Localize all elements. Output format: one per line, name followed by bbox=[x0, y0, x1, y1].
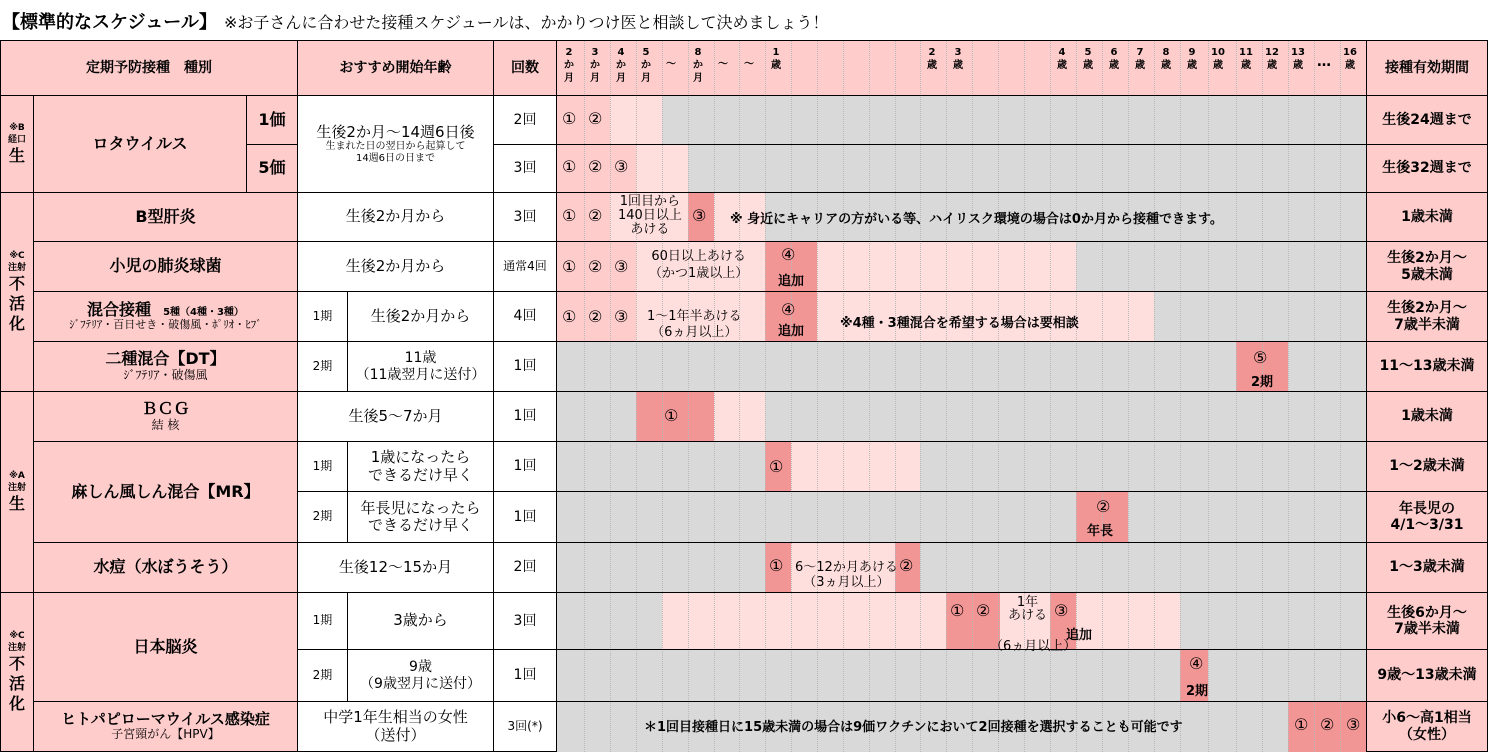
dose-mark: ② bbox=[588, 109, 603, 128]
dose-mark: ④ bbox=[781, 245, 796, 264]
dose-mark: ④ bbox=[781, 300, 796, 319]
vaccine-name: 二種混合【DT】 bbox=[105, 349, 226, 369]
vaccine-je bbox=[34, 593, 298, 702]
dose-mark: ① bbox=[562, 206, 577, 225]
combo-booster: 追加 bbox=[778, 324, 805, 339]
mr-period-2: 2期 bbox=[298, 492, 348, 543]
age-label: 4 か 月 bbox=[616, 47, 626, 84]
dose-mark: ② bbox=[899, 556, 914, 575]
validity-cell: 生後24週まで bbox=[1366, 96, 1488, 145]
header-age: おすすめ開始年齢 bbox=[298, 40, 494, 96]
je-booster: 追加 bbox=[1066, 628, 1093, 643]
group-name: 生 bbox=[8, 494, 25, 513]
vaccine-mr bbox=[34, 442, 298, 543]
dose-mark: ① bbox=[950, 601, 965, 620]
hepb-gap-note: 1回目から 140日以上 あける bbox=[618, 194, 682, 237]
validity-cell: 1歳未満 bbox=[1366, 193, 1488, 242]
vaccine-detail: 結 核 bbox=[151, 417, 180, 432]
dt-period: 2期 bbox=[298, 342, 348, 392]
age-label: 11 歳 bbox=[1239, 47, 1253, 71]
validity-cell: 1歳未満 bbox=[1366, 392, 1488, 442]
doses-cell: 通常4回 bbox=[494, 242, 557, 292]
dose-mark: ① bbox=[562, 257, 577, 276]
age-label: 9 歳 bbox=[1187, 47, 1197, 71]
varicella-age: 生後12～15か月 bbox=[298, 543, 494, 593]
age-note: 生まれた日の翌日から起算して 14週6日の日まで bbox=[325, 141, 466, 164]
dose-mark: ③ bbox=[692, 206, 707, 225]
rota-1-valent: 1価 bbox=[247, 96, 298, 145]
vaccine-dt bbox=[34, 342, 298, 392]
dose-mark: ② bbox=[1320, 715, 1335, 734]
mr-period-1: 1期 bbox=[298, 442, 348, 492]
dose-mark: ④ bbox=[1189, 654, 1204, 673]
mr-age-1: 1歳になったら できるだけ早く bbox=[348, 442, 494, 492]
age-label: 16 歳 bbox=[1343, 47, 1357, 71]
je-period-2: 2期 bbox=[298, 650, 348, 702]
validity-cell: 生後2か月～ 5歳未満 bbox=[1366, 242, 1488, 292]
vaccine-name: 小児の肺炎球菌 bbox=[109, 256, 222, 276]
validity-cell: 1～3歳未満 bbox=[1366, 543, 1488, 593]
dose-mark: ① bbox=[1294, 715, 1309, 734]
validity-cell: 11～13歳未満 bbox=[1366, 342, 1488, 392]
vaccine-varicella bbox=[34, 543, 298, 593]
vaccine-name: 混合接種 bbox=[87, 299, 152, 319]
vaccine-rota bbox=[34, 96, 247, 193]
dose-mark: ① bbox=[562, 307, 577, 326]
age-label: ～ bbox=[666, 59, 676, 70]
hepb-age: 生後2か月から bbox=[298, 193, 494, 242]
combo-period: 1期 bbox=[298, 292, 348, 342]
doses-cell: 2回 bbox=[494, 96, 557, 145]
age-label: 12 歳 bbox=[1265, 47, 1279, 71]
group-injection-inactivated bbox=[0, 193, 34, 392]
dt-mark: 2期 bbox=[1251, 375, 1274, 390]
validity-cell: 生後32週まで bbox=[1366, 145, 1488, 193]
vaccine-name: ＢＣＧ bbox=[141, 399, 190, 419]
mr-age-2: 年長児になったら できるだけ早く bbox=[348, 492, 494, 543]
dose-mark: ① bbox=[769, 457, 784, 476]
vaccine-name: 日本脳炎 bbox=[133, 636, 198, 656]
group-tag: ※C 注射 bbox=[7, 251, 26, 273]
doses-cell: 3回(*) bbox=[494, 702, 557, 752]
dose-mark: ① bbox=[562, 157, 577, 176]
doses-cell: 1回 bbox=[494, 650, 557, 702]
header-validity: 接種有効期間 bbox=[1366, 40, 1488, 96]
vaccine-name: ヒトパピローマウイルス感染症 bbox=[61, 709, 270, 728]
vaccine-hpv bbox=[34, 702, 298, 752]
je-period-1: 1期 bbox=[298, 593, 348, 650]
group-oral-live bbox=[0, 96, 34, 193]
pcv-booster: 追加 bbox=[778, 274, 805, 289]
age-label: 7 歳 bbox=[1135, 47, 1145, 71]
doses-cell: 1回 bbox=[494, 342, 557, 392]
dose-mark: ① bbox=[562, 109, 577, 128]
age-label: 3 歳 bbox=[953, 47, 963, 71]
doses-cell: 1回 bbox=[494, 392, 557, 442]
age-label: 10 歳 bbox=[1211, 47, 1225, 71]
doses-cell: 2回 bbox=[494, 543, 557, 593]
dt-age: 11歳 （11歳翌月に送付） bbox=[348, 342, 494, 392]
vaccine-pcv bbox=[34, 242, 298, 292]
vaccine-detail: ｼﾞﾌﾃﾘｱ・百日せき・破傷風・ﾎﾟﾘｵ・ﾋﾌﾞ bbox=[69, 318, 262, 332]
vaccine-detail: ｼﾞﾌﾃﾘｱ・破傷風 bbox=[123, 367, 208, 382]
dose-mark: ③ bbox=[614, 257, 629, 276]
vaccine-name: 麻しん風しん混合【MR】 bbox=[71, 481, 260, 501]
dose-mark: ② bbox=[588, 257, 603, 276]
age-label: 5 か 月 bbox=[641, 47, 651, 84]
validity-cell: 9歳～13歳未満 bbox=[1366, 650, 1488, 702]
hepb-note: ※ 身近にキャリアの方がいる等、ハイリスク環境の場合は0か月から接種できます。 bbox=[730, 212, 1223, 227]
group-name: 生 bbox=[8, 146, 25, 165]
validity-cell: 生後6か月～ 7歳半未満 bbox=[1366, 593, 1488, 650]
vaccine-name: ロタウイルス bbox=[92, 133, 188, 153]
age-label: 13 歳 bbox=[1291, 47, 1305, 71]
group-injection-inactivated-2 bbox=[0, 593, 34, 752]
dose-mark: ③ bbox=[1346, 715, 1361, 734]
validity-cell: 小6～高1相当 （女性） bbox=[1366, 702, 1488, 752]
age-label: … bbox=[1317, 54, 1331, 70]
validity-cell: 年長児の 4/1～3/31 bbox=[1366, 492, 1488, 543]
age-label: 8 か 月 bbox=[693, 47, 703, 84]
vaccine-bcg bbox=[34, 392, 298, 442]
bcg-age: 生後5～7か月 bbox=[298, 392, 494, 442]
page-note: ※お子さんに合わせた接種スケジュールは、かかりつけ医と相談して決めましょう！ bbox=[224, 13, 829, 32]
je-age-1: 3歳から bbox=[348, 593, 494, 650]
je-age-2: 9歳 （9歳翌月に送付） bbox=[348, 650, 494, 702]
age-label: 3 か 月 bbox=[590, 47, 600, 84]
vaccine-subtitle: 5種（4種・3種） bbox=[163, 306, 244, 318]
dose-mark: ② bbox=[588, 157, 603, 176]
schedule-frame bbox=[557, 40, 1366, 752]
combo-gap-note: 1～1年半あける （6ヵ月以上） bbox=[647, 309, 742, 340]
vaccine-combo bbox=[34, 292, 298, 342]
je-gap-note-2: （6ヵ月以上） bbox=[990, 639, 1077, 654]
dose-mark: ② bbox=[588, 307, 603, 326]
age-label: ～ bbox=[744, 59, 754, 70]
age-label: 4 歳 bbox=[1057, 47, 1067, 71]
dose-mark: ③ bbox=[1054, 601, 1069, 620]
combo-age: 生後2か月から bbox=[348, 292, 494, 342]
vaccine-detail: 子宮頸がん【HPV】 bbox=[111, 727, 220, 742]
age-label: 8 歳 bbox=[1161, 47, 1171, 71]
dose-mark: ② bbox=[588, 206, 603, 225]
group-name: 不 活 化 bbox=[8, 274, 25, 333]
page-title: 【標準的なスケジュール】 bbox=[2, 12, 217, 33]
je-gap-note: 1年 あける bbox=[1008, 595, 1048, 623]
dose-mark: ② bbox=[976, 601, 991, 620]
varicella-gap-note: 6～12か月あける （3ヵ月以上） bbox=[795, 560, 898, 590]
je-mark: 2期 bbox=[1186, 684, 1209, 699]
dose-mark: ① bbox=[664, 406, 679, 425]
vaccine-name: B型肝炎 bbox=[135, 206, 196, 226]
group-tag: ※A 注射 bbox=[7, 471, 26, 493]
pcv-age: 生後2か月から bbox=[298, 242, 494, 292]
rota-5-valent: 5価 bbox=[247, 145, 298, 193]
age-label: 2 か 月 bbox=[564, 47, 574, 84]
group-name: 不 活 化 bbox=[8, 654, 25, 713]
group-injection-live bbox=[0, 392, 34, 593]
dose-mark: ② bbox=[1096, 497, 1111, 516]
hpv-note: ＊1回目接種日に15歳未満の場合は9価ワクチンにおいて2回接種を選択することも可能です bbox=[644, 720, 1183, 735]
rota-age bbox=[298, 96, 494, 193]
doses-cell: 3回 bbox=[494, 593, 557, 650]
doses-cell: 3回 bbox=[494, 145, 557, 193]
group-tag: ※C 注射 bbox=[7, 631, 26, 653]
validity-cell: 1～2歳未満 bbox=[1366, 442, 1488, 492]
vaccine-hepb bbox=[34, 193, 298, 242]
header-type: 定期予防接種 種別 bbox=[0, 40, 298, 96]
age-label: ～ bbox=[718, 59, 728, 70]
age-label: 2 歳 bbox=[927, 47, 937, 71]
group-tag: ※B 経口 bbox=[7, 123, 26, 145]
doses-cell: 1回 bbox=[494, 442, 557, 492]
mr-mark: 年長 bbox=[1087, 524, 1114, 539]
dose-mark: ① bbox=[769, 556, 784, 575]
pcv-gap-note: 60日以上あける （かつ1歳以上） bbox=[649, 249, 749, 281]
dose-mark: ③ bbox=[614, 157, 629, 176]
combo-note: ※4種・3種混合を希望する場合は要相談 bbox=[840, 316, 1079, 331]
hpv-age: 中学1年生相当の女性 （送付） bbox=[298, 702, 494, 752]
age-text: 生後2か月～14週6日後 bbox=[316, 122, 475, 141]
doses-cell: 1回 bbox=[494, 492, 557, 543]
validity-cell: 生後2か月～ 7歳半未満 bbox=[1366, 292, 1488, 342]
doses-cell: 3回 bbox=[494, 193, 557, 242]
age-label: 6 歳 bbox=[1109, 47, 1119, 71]
doses-cell: 4回 bbox=[494, 292, 557, 342]
age-label: 5 歳 bbox=[1083, 47, 1093, 71]
age-label: 1 歳 bbox=[771, 47, 781, 71]
vaccine-name: 水痘（水ぼうそう） bbox=[93, 557, 238, 577]
header-doses: 回数 bbox=[494, 40, 557, 96]
dose-mark: ③ bbox=[614, 307, 629, 326]
dose-mark: ⑤ bbox=[1253, 348, 1268, 367]
